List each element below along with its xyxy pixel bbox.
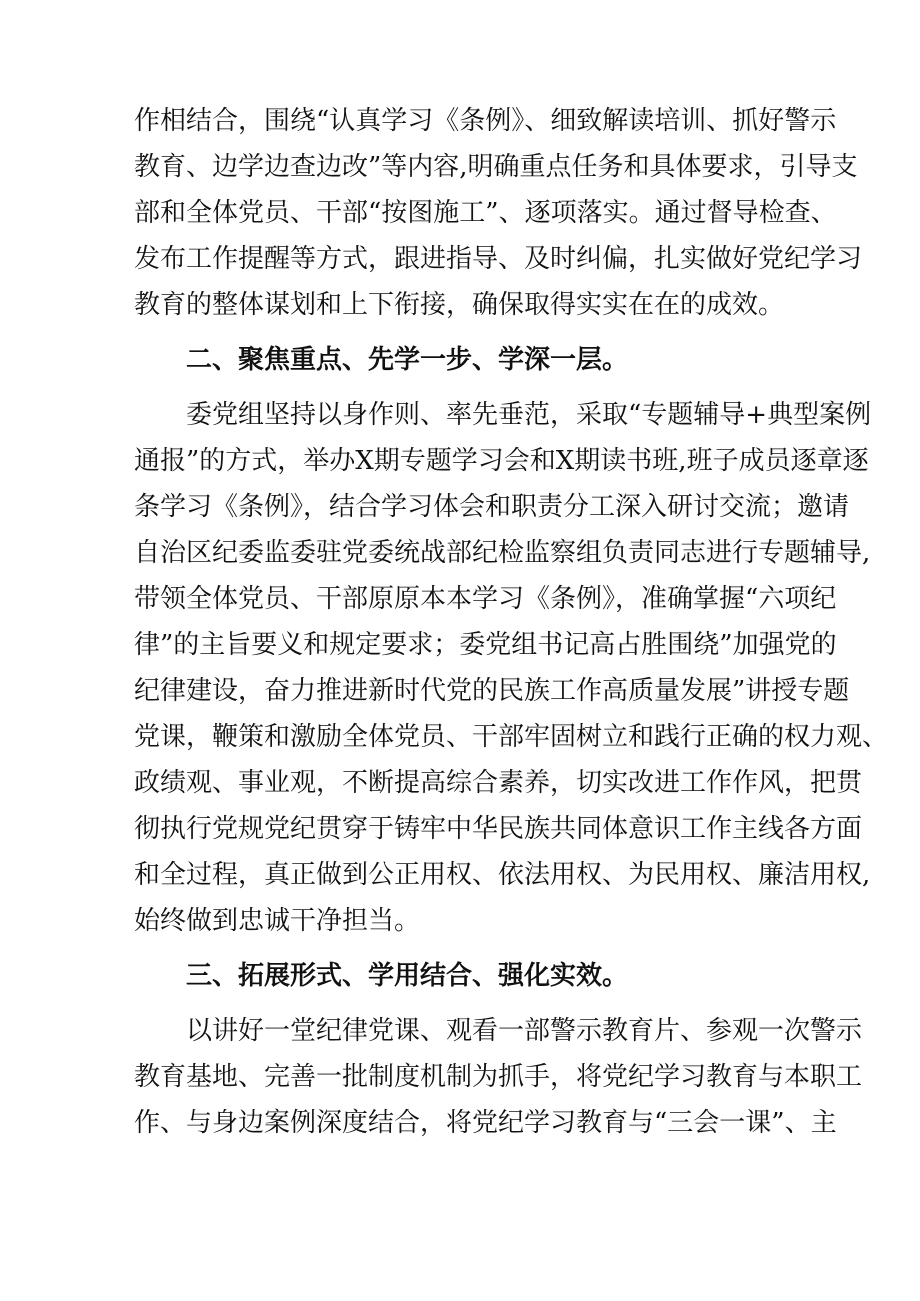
text-line: 政绩观、事业观，不断提高综合素养，切实改进工作作风，把贯 bbox=[134, 768, 863, 798]
text-line: 和全过程，真正做到公正用权、依法用权、为民用权、廉洁用权, bbox=[134, 860, 871, 890]
text-line: 委党组坚持以身作则、率先垂范，采取“专题辅导+典型案例 bbox=[186, 400, 872, 430]
text-line: 通报”的方式，举办X期专题学习会和X期读书班,班子成员逐章逐 bbox=[134, 446, 869, 476]
text-line: 教育的整体谋划和上下衔接，确保取得实实在在的成效。 bbox=[134, 290, 785, 320]
text-line: 发布工作提醒等方式，跟进指导、及时纠偏，扎实做好党纪学习 bbox=[134, 244, 863, 274]
text-line: 始终做到忠诚干净担当。 bbox=[134, 906, 421, 936]
text-line: 带领全体党员、干部原原本本学习《条例》，准确掌握“六项纪 bbox=[134, 584, 837, 614]
text-line: 以讲好一堂纪律党课、观看一部警示教育片、参观一次警示 bbox=[186, 1016, 863, 1046]
paragraph-2 bbox=[134, 392, 889, 944]
text-line: 自治区纪委监委驻党委统战部纪检监察组负责同志进行专题辅导, bbox=[134, 538, 871, 568]
text-line: 教育基地、完善一批制度机制为抓手，将党纪学习教育与本职工 bbox=[134, 1062, 863, 1092]
section-heading-3: 三、拓展形式、学用结合、强化实效。 bbox=[186, 961, 629, 991]
text-line: 教育、边学边查边改”等内容,明确重点任务和具体要求，引导支 bbox=[134, 152, 858, 182]
text-line: 作相结合，围绕“认真学习《条例》、细致解读培训、抓好警示 bbox=[134, 106, 837, 136]
text-line: 纪律建设，奋力推进新时代党的民族工作高质量发展”讲授专题 bbox=[134, 676, 850, 706]
paragraph-3 bbox=[134, 1008, 863, 1146]
text-line: 彻执行党规党纪贯穿于铸牢中华民族共同体意识工作主线各方面 bbox=[134, 814, 863, 844]
text-line: 条学习《条例》，结合学习体会和职责分工深入研讨交流；邀请 bbox=[134, 492, 850, 522]
text-line: 律”的主旨要义和规定要求；委党组书记高占胜围绕”加强党的 bbox=[134, 630, 837, 660]
section-heading-2: 二、聚焦重点、先学一步、学深一层。 bbox=[186, 345, 629, 375]
text-line: 党课，鞭策和激励全体党员、干部牢固树立和践行正确的权力观、 bbox=[134, 722, 889, 752]
paragraph-1 bbox=[134, 98, 863, 328]
text-line: 部和全体党员、干部“按图施工”、逐项落实。通过督导检查、 bbox=[134, 198, 837, 228]
text-line: 作、与身边案例深度结合，将党纪学习教育与“三会一课”、主 bbox=[134, 1108, 837, 1138]
document-body bbox=[134, 98, 889, 1146]
